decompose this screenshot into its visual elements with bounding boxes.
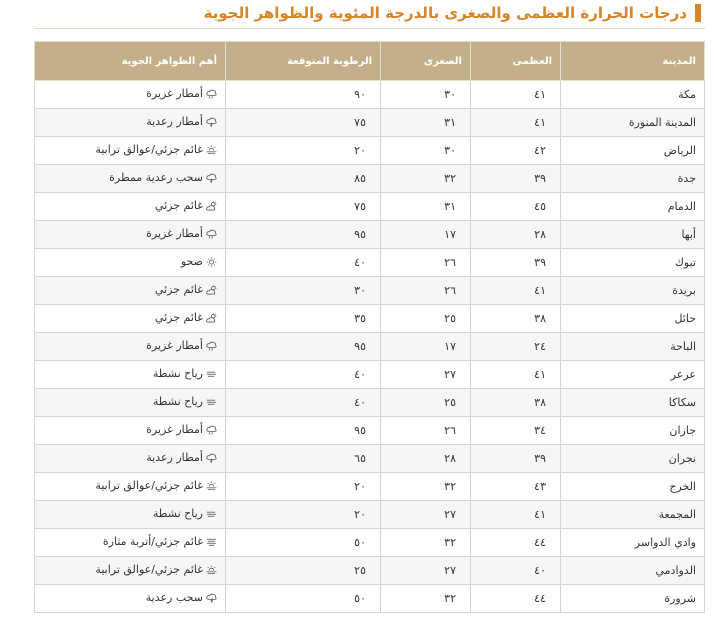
max-temp-cell: ٤٤ xyxy=(471,585,561,613)
phenomena-cell xyxy=(35,445,226,473)
sun-icon xyxy=(206,257,217,267)
rain-cloud-icon xyxy=(206,89,217,99)
table-row xyxy=(35,165,705,193)
title-divider xyxy=(34,28,705,29)
table-row xyxy=(35,445,705,473)
humidity-cell: ٣٠ xyxy=(226,277,381,305)
table-row xyxy=(35,585,705,613)
humidity-cell: ٩٥ xyxy=(226,417,381,445)
table-row xyxy=(35,361,705,389)
wind-icon xyxy=(206,397,217,407)
dust-sun-icon xyxy=(206,145,217,155)
rain-cloud-icon xyxy=(206,341,217,351)
dust-sun-icon xyxy=(206,481,217,491)
phenomena-text: أمطار رعدية xyxy=(146,115,203,129)
dust-icon xyxy=(206,537,217,547)
phenomena-cell xyxy=(35,305,226,333)
humidity-cell: ٩٥ xyxy=(226,333,381,361)
phenomena-text: غائم جزئي xyxy=(154,311,203,325)
humidity-cell: ٧٥ xyxy=(226,109,381,137)
city-cell: الرياض xyxy=(561,137,705,165)
table-row xyxy=(35,81,705,109)
rain-cloud-icon xyxy=(206,425,217,435)
title-bar xyxy=(204,4,701,22)
min-temp-cell: ٢٥ xyxy=(381,305,471,333)
city-cell: سكاكا xyxy=(561,389,705,417)
city-cell: الدمام xyxy=(561,193,705,221)
table-row xyxy=(35,221,705,249)
min-temp-cell: ٢٧ xyxy=(381,557,471,585)
humidity-cell: ٢٠ xyxy=(226,473,381,501)
min-temp-cell: ٣٢ xyxy=(381,585,471,613)
max-temp-cell: ٤٥ xyxy=(471,193,561,221)
humidity-cell: ٢٥ xyxy=(226,557,381,585)
max-temp-cell: ٣٩ xyxy=(471,249,561,277)
max-temp-cell: ٤٠ xyxy=(471,557,561,585)
thunder-cloud-icon xyxy=(206,593,217,603)
page-title: درجات الحرارة العظمى والصغرى بالدرجة المئوية والظواهر الجوية xyxy=(203,4,687,22)
phenomena-cell xyxy=(35,585,226,613)
min-temp-cell: ٣٠ xyxy=(381,137,471,165)
phenomena-content xyxy=(155,199,217,212)
thunder-rain-icon xyxy=(206,173,217,183)
min-temp-cell: ٣٢ xyxy=(381,165,471,193)
min-temp-cell: ٢٥ xyxy=(381,389,471,417)
phenomena-cell xyxy=(35,501,226,529)
phenomena-cell xyxy=(35,361,226,389)
phenomena-text: سحب رعدية ممطرة xyxy=(109,171,203,185)
phenomena-content xyxy=(155,311,217,324)
phenomena-cell xyxy=(35,165,226,193)
city-cell: نجران xyxy=(561,445,705,473)
phenomena-cell xyxy=(35,81,226,109)
humidity-cell: ٢٠ xyxy=(226,137,381,165)
city-cell: عرعر xyxy=(561,361,705,389)
city-cell: الخرج xyxy=(561,473,705,501)
min-temp-cell: ٢٧ xyxy=(381,361,471,389)
min-temp-cell: ٢٦ xyxy=(381,249,471,277)
table-header-row xyxy=(35,42,705,81)
weather-table xyxy=(34,41,705,613)
max-temp-cell: ٤١ xyxy=(471,277,561,305)
humidity-cell: ٩٠ xyxy=(226,81,381,109)
phenomena-cell xyxy=(35,473,226,501)
city-cell: المدينة المنورة xyxy=(561,109,705,137)
table-row xyxy=(35,389,705,417)
thunder-rain-icon xyxy=(206,117,217,127)
humidity-cell: ٩٥ xyxy=(226,221,381,249)
phenomena-cell xyxy=(35,333,226,361)
phenomena-text: صحو xyxy=(180,255,203,269)
phenomena-cell xyxy=(35,221,226,249)
max-temp-cell: ٤١ xyxy=(471,361,561,389)
phenomena-content xyxy=(153,507,217,520)
max-temp-cell: ٤٣ xyxy=(471,473,561,501)
min-temp-cell: ١٧ xyxy=(381,333,471,361)
min-temp-cell: ٣١ xyxy=(381,109,471,137)
phenomena-cell xyxy=(35,249,226,277)
table-row xyxy=(35,501,705,529)
phenomena-text: أمطار غزيرة xyxy=(146,227,203,241)
phenomena-content xyxy=(153,395,217,408)
wind-icon xyxy=(206,369,217,379)
humidity-cell: ٤٠ xyxy=(226,249,381,277)
phenomena-cell xyxy=(35,557,226,585)
table-row xyxy=(35,473,705,501)
max-temp-cell: ٤١ xyxy=(471,501,561,529)
phenomena-text: أمطار غزيرة xyxy=(146,423,203,437)
humidity-cell: ٥٠ xyxy=(226,585,381,613)
humidity-cell: ٦٥ xyxy=(226,445,381,473)
header-city: المدينة xyxy=(561,42,705,81)
table-row xyxy=(35,333,705,361)
max-temp-cell: ٣٨ xyxy=(471,305,561,333)
humidity-cell: ٣٥ xyxy=(226,305,381,333)
phenomena-text: غائم جزئي xyxy=(154,199,203,213)
min-temp-cell: ٣٢ xyxy=(381,529,471,557)
city-cell: حائل xyxy=(561,305,705,333)
dust-sun-icon xyxy=(206,565,217,575)
phenomena-content xyxy=(181,255,217,268)
header-min: الصغرى xyxy=(381,42,471,81)
phenomena-text: رياح نشطة xyxy=(152,367,203,381)
table-row xyxy=(35,137,705,165)
phenomena-cell xyxy=(35,193,226,221)
phenomena-content xyxy=(95,143,217,156)
phenomena-text: غائم جزئي/أتربة مثارة xyxy=(102,535,203,549)
max-temp-cell: ٣٨ xyxy=(471,389,561,417)
phenomena-text: أمطار رعدية xyxy=(146,451,203,465)
table-row xyxy=(35,277,705,305)
phenomena-text: غائم جزئي xyxy=(154,283,203,297)
phenomena-text: أمطار غزيرة xyxy=(146,339,203,353)
phenomena-cell xyxy=(35,109,226,137)
humidity-cell: ٤٠ xyxy=(226,361,381,389)
city-cell: جازان xyxy=(561,417,705,445)
humidity-cell: ٥٠ xyxy=(226,529,381,557)
min-temp-cell: ٢٧ xyxy=(381,501,471,529)
table-row xyxy=(35,249,705,277)
min-temp-cell: ١٧ xyxy=(381,221,471,249)
min-temp-cell: ٢٦ xyxy=(381,417,471,445)
table-row xyxy=(35,529,705,557)
wind-icon xyxy=(206,509,217,519)
phenomena-text: غائم جزئي/عوالق ترابية xyxy=(95,143,203,157)
phenomena-content xyxy=(155,283,217,296)
humidity-cell: ٤٠ xyxy=(226,389,381,417)
max-temp-cell: ٤٢ xyxy=(471,137,561,165)
phenomena-text: غائم جزئي/عوالق ترابية xyxy=(95,563,203,577)
max-temp-cell: ٣٩ xyxy=(471,165,561,193)
rain-cloud-icon xyxy=(206,229,217,239)
phenomena-content xyxy=(146,451,217,464)
table-row xyxy=(35,193,705,221)
city-cell: شرورة xyxy=(561,585,705,613)
phenomena-cell xyxy=(35,417,226,445)
header-humidity: الرطوبة المتوقعة xyxy=(226,42,381,81)
phenomena-content xyxy=(95,479,217,492)
table-row xyxy=(35,417,705,445)
partly-cloudy-icon xyxy=(206,201,217,211)
max-temp-cell: ٤٤ xyxy=(471,529,561,557)
max-temp-cell: ٤١ xyxy=(471,109,561,137)
city-cell: مكة xyxy=(561,81,705,109)
phenomena-cell xyxy=(35,137,226,165)
city-cell: المجمعة xyxy=(561,501,705,529)
phenomena-text: سحب رعدية xyxy=(145,591,203,605)
header-phenomena: أهم الظواهر الجوية xyxy=(35,42,226,81)
phenomena-cell xyxy=(35,389,226,417)
phenomena-content xyxy=(146,227,217,240)
table-row xyxy=(35,305,705,333)
max-temp-cell: ٤١ xyxy=(471,81,561,109)
city-cell: أبها xyxy=(561,221,705,249)
header-max: العظمى xyxy=(471,42,561,81)
min-temp-cell: ٣٠ xyxy=(381,81,471,109)
phenomena-content xyxy=(146,115,217,128)
phenomena-cell xyxy=(35,277,226,305)
table-row xyxy=(35,557,705,585)
phenomena-content xyxy=(146,339,217,352)
phenomena-text: رياح نشطة xyxy=(152,395,203,409)
max-temp-cell: ٣٩ xyxy=(471,445,561,473)
title-accent-bar xyxy=(695,4,701,22)
table-body xyxy=(35,81,705,613)
min-temp-cell: ٣٢ xyxy=(381,473,471,501)
phenomena-text: أمطار غزيرة xyxy=(146,87,203,101)
min-temp-cell: ٣١ xyxy=(381,193,471,221)
phenomena-text: رياح نشطة xyxy=(152,507,203,521)
max-temp-cell: ٢٤ xyxy=(471,333,561,361)
phenomena-content xyxy=(95,563,217,576)
min-temp-cell: ٢٦ xyxy=(381,277,471,305)
city-cell: تبوك xyxy=(561,249,705,277)
humidity-cell: ٧٥ xyxy=(226,193,381,221)
partly-cloudy-icon xyxy=(206,313,217,323)
phenomena-content xyxy=(153,367,217,380)
humidity-cell: ٨٥ xyxy=(226,165,381,193)
phenomena-content xyxy=(109,171,217,184)
phenomena-cell xyxy=(35,529,226,557)
phenomena-content xyxy=(146,87,217,100)
city-cell: الباحة xyxy=(561,333,705,361)
phenomena-content xyxy=(146,423,217,436)
table-row xyxy=(35,109,705,137)
humidity-cell: ٢٠ xyxy=(226,501,381,529)
city-cell: جدة xyxy=(561,165,705,193)
min-temp-cell: ٢٨ xyxy=(381,445,471,473)
city-cell: بريدة xyxy=(561,277,705,305)
partly-cloudy-icon xyxy=(206,285,217,295)
max-temp-cell: ٣٤ xyxy=(471,417,561,445)
city-cell: وادي الدواسر xyxy=(561,529,705,557)
phenomena-content xyxy=(103,535,217,548)
phenomena-content xyxy=(146,591,217,604)
phenomena-text: غائم جزئي/عوالق ترابية xyxy=(95,479,203,493)
city-cell: الدوادمي xyxy=(561,557,705,585)
thunder-rain-icon xyxy=(206,453,217,463)
max-temp-cell: ٢٨ xyxy=(471,221,561,249)
